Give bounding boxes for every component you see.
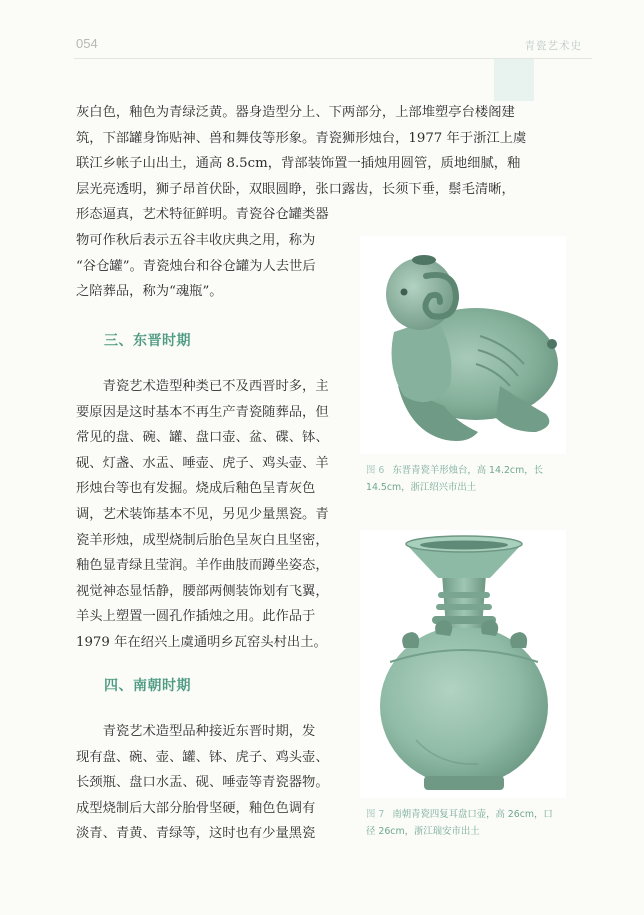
- text-line: 层光亮透明，狮子昂首伏卧，双眼圆睁，张口露齿，长须下垂，鬃毛清晰，: [76, 181, 515, 197]
- jar-lug-shape: [481, 620, 498, 636]
- text-line: 灰白色，釉色为青绿泛黄。器身造型分上、下两部分，上部堆塑亭台楼阁建: [76, 105, 515, 120]
- ram-tail-shape: [547, 339, 557, 349]
- figure-6-photo: [360, 236, 566, 454]
- text-line: “谷仓罐”。青瓷烛台和谷仓罐为人去世后: [76, 258, 316, 274]
- dish-mouth-jar-illustration: [360, 530, 566, 798]
- text-line: 淡青、青黄、青绿等，这时也有少量黑瓷: [76, 826, 316, 842]
- header-accent-block: [494, 59, 534, 101]
- figure-7-photo: [360, 530, 566, 798]
- text-line: 联江乡帐子山出土，通高 8.5cm，背部装饰置一插烛用圆管，质地细腻，釉: [76, 156, 521, 172]
- text-line: 釉色显青绿且莹润。羊作曲肢而蹲坐姿态，: [76, 558, 329, 574]
- jar-base-shape: [424, 776, 504, 790]
- text-line: 青瓷艺术造型品种接近东晋时期，发: [76, 724, 316, 739]
- jar-neck-ridge-shape: [436, 604, 492, 610]
- text-line: 瓷羊形烛，成型烧制后胎色呈灰白且坚密，: [76, 532, 329, 548]
- jar-lug-shape: [402, 632, 419, 648]
- text-line: 青瓷艺术造型种类已不及西晋时多，主: [76, 379, 329, 394]
- ram-head-shape: [386, 258, 454, 330]
- page-number: 054: [76, 36, 98, 51]
- figure-6-caption-line: 图 6 东晋青瓷羊形烛台，高 14.2cm，长: [366, 465, 543, 476]
- ram-candlestick-illustration: [360, 236, 566, 454]
- text-line: 现有盘、碗、壶、罐、钵、虎子、鸡头壶、: [76, 749, 329, 765]
- figure-6-caption-line: 14.5cm，浙江绍兴市出土: [366, 482, 477, 493]
- text-line: 之陪葬品，称为“魂瓶”。: [76, 284, 223, 300]
- figure-7-caption-line: 径 26cm，浙江瑞安市出土: [366, 826, 480, 837]
- text-line: 成型烧制后大部分胎骨坚硬，釉色色调有: [76, 800, 316, 816]
- jar-neck-ridge-shape: [438, 592, 490, 598]
- text-line: 长颈瓶、盘口水盂、砚、唾壶等青瓷器物。: [76, 775, 329, 791]
- figure-6-number: 图 6: [366, 465, 385, 476]
- running-header-title: 青瓷艺术史: [524, 40, 582, 52]
- figure-7-caption-line: 图 7 南朝青瓷四复耳盘口壶，高 26cm，口: [366, 809, 553, 820]
- jar-lug-shape: [435, 620, 452, 636]
- text-line: 常见的盘、碗、罐、盘口壶、盆、碟、钵、: [76, 430, 329, 446]
- text-line: 形态逼真，艺术特征鲜明。青瓷谷仓罐类器: [76, 207, 329, 223]
- section-heading-dongjin: 三、东晋时期: [104, 333, 191, 349]
- text-line: 视觉神态显恬静，腰部两侧装饰划有飞翼，: [76, 583, 329, 599]
- text-line: 形烛台等也有发掘。烧成后釉色呈青灰色: [76, 481, 316, 497]
- figure-7-number: 图 7: [366, 809, 385, 820]
- text-line: 调，艺术装饰基本不见，另见少量黑瓷。青: [76, 507, 329, 522]
- jar-rim-inner-shape: [420, 541, 508, 550]
- ram-eye-shape: [401, 289, 408, 296]
- text-line: 物可作秋后表示五谷丰收庆典之用，称为: [76, 233, 316, 248]
- text-line: 要原因是这时基本不再生产青瓷随葬品，但: [76, 404, 329, 420]
- text-line: 筑，下部罐身饰贴神、兽和舞伎等形象。青瓷狮形烛台，1977 年于浙江上虞: [76, 130, 527, 146]
- text-line: 1979 年在绍兴上虞通明乡瓦窑头村出土。: [76, 635, 327, 650]
- text-line: 砚、灯盏、水盂、唾壶、虎子、鸡头壶、羊: [76, 455, 329, 471]
- ram-candle-hole-shape: [412, 255, 436, 265]
- jar-lug-shape: [510, 632, 527, 648]
- ram-chest-shape: [392, 318, 452, 402]
- text-line: 羊头上塑置一圆孔作插烛之用。此作品于: [76, 609, 316, 625]
- section-heading-nanchao: 四、南朝时期: [104, 678, 191, 694]
